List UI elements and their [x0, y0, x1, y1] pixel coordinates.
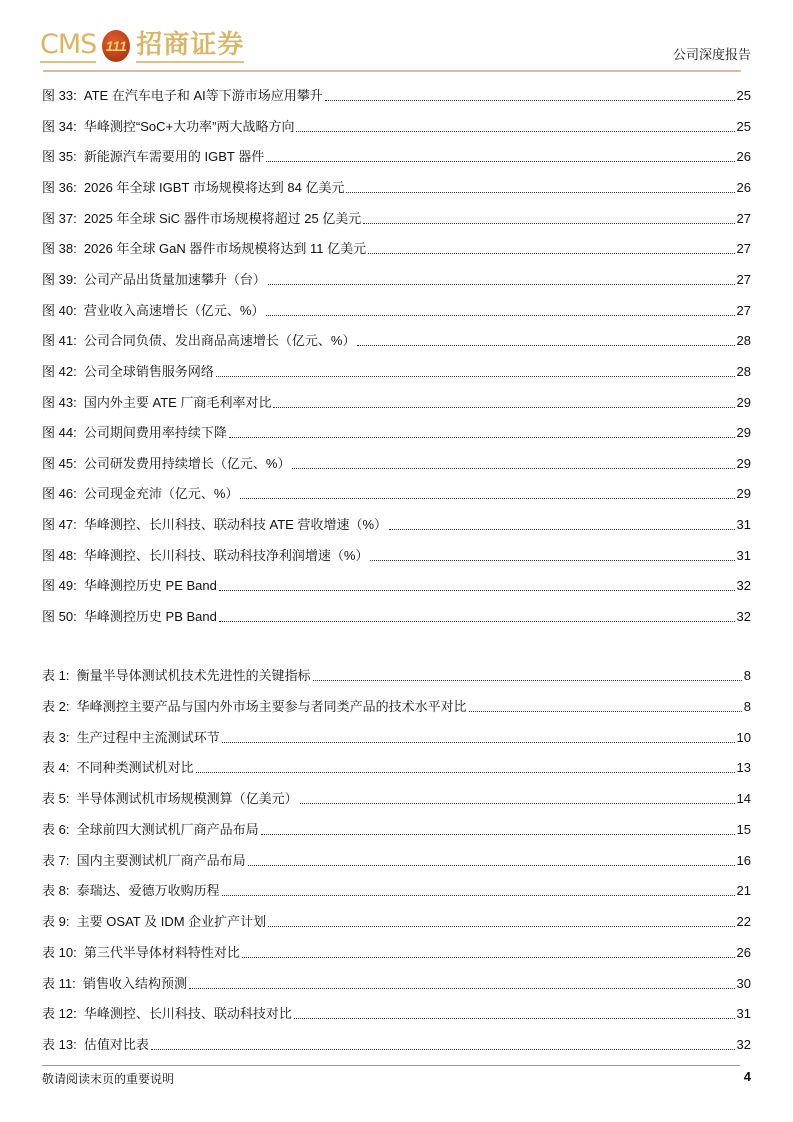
entry-label[interactable]: 表 7: 国内主要测试机厂商产品布局	[42, 852, 246, 868]
dot-leader	[346, 192, 734, 193]
figure-entry[interactable]	[42, 117, 751, 137]
entry-label[interactable]: 表 8: 泰瑞达、爱德万收购历程	[42, 883, 220, 899]
table-entry[interactable]	[42, 1035, 751, 1055]
footer-disclaimer: 敬请阅读末页的重要说明	[42, 1072, 175, 1086]
dot-leader	[219, 590, 735, 591]
dot-leader	[363, 223, 734, 224]
table-entry[interactable]	[42, 758, 751, 778]
entry-label[interactable]: 图 33: ATE 在汽车电子和 AI等下游市场应用攀升	[42, 88, 323, 103]
figure-entry[interactable]	[42, 515, 751, 535]
dot-leader	[222, 895, 735, 896]
dot-leader	[248, 865, 735, 866]
logo-cms-text: CMS	[40, 30, 96, 63]
entry-label[interactable]: 表 10: 第三代半导体材料特性对比	[42, 944, 240, 960]
entry-label[interactable]: 图 36: 2026 年全球 IGBT 市场规模将达到 84 亿美元	[42, 179, 345, 195]
table-entry[interactable]	[42, 881, 751, 901]
entry-label[interactable]: 图 50: 华峰测控历史 PB Band	[42, 609, 217, 625]
entry-label[interactable]: 图 38: 2026 年全球 GaN 器件市场规模将达到 11 亿美元	[42, 241, 367, 257]
figure-entry[interactable]	[42, 484, 751, 504]
dot-leader	[268, 926, 734, 927]
table-entry[interactable]	[42, 974, 751, 994]
table-entry[interactable]	[42, 728, 751, 748]
table-entry[interactable]	[42, 697, 751, 717]
dot-leader	[313, 680, 742, 681]
entry-label[interactable]: 表 4: 不同种类测试机对比	[42, 760, 194, 776]
figure-entry[interactable]	[42, 423, 751, 443]
entry-label[interactable]: 图 42: 公司全球销售服务网络	[42, 363, 214, 379]
entry-label[interactable]: 图 44: 公司期间费用率持续下降	[42, 425, 227, 441]
entry-page[interactable]: 25	[736, 118, 751, 134]
figure-entry[interactable]	[42, 607, 751, 627]
entry-label[interactable]: 表 2: 华峰测控主要产品与国内外市场主要参与者同类产品的技术水平对比	[42, 698, 467, 714]
dot-leader	[292, 468, 734, 469]
table-entry[interactable]	[42, 666, 751, 686]
dot-leader	[368, 253, 734, 254]
entry-page[interactable]: 27	[736, 271, 751, 287]
figure-entry[interactable]	[42, 239, 751, 259]
entry-page[interactable]: 32	[736, 578, 751, 594]
figure-entry[interactable]	[42, 178, 751, 198]
entry-page[interactable]: 29	[736, 486, 751, 502]
figure-entry[interactable]	[42, 301, 751, 321]
table-entry[interactable]	[42, 820, 751, 840]
dot-leader	[273, 407, 734, 408]
entry-page[interactable]: 8	[743, 698, 751, 714]
entry-page[interactable]: 15	[736, 821, 751, 837]
dot-leader	[189, 988, 735, 989]
entry-page[interactable]: 29	[736, 394, 751, 410]
entry-page[interactable]: 28	[736, 363, 751, 379]
figure-entry[interactable]	[42, 546, 751, 566]
entry-page[interactable]: 29	[736, 455, 751, 471]
dot-leader	[196, 772, 735, 773]
dot-leader	[389, 529, 735, 530]
dot-leader	[266, 161, 734, 162]
entry-page[interactable]: 13	[736, 760, 751, 776]
figure-entry[interactable]	[42, 393, 751, 413]
dot-leader	[325, 100, 735, 101]
entry-page[interactable]: 26	[736, 149, 751, 165]
entry-label[interactable]: 表 12: 华峰测控、长川科技、联动科技对比	[42, 1006, 292, 1022]
entry-page[interactable]: 27	[736, 210, 751, 226]
table-entry[interactable]	[42, 943, 751, 963]
entry-page[interactable]: 31	[736, 517, 751, 533]
figure-entry[interactable]	[42, 270, 751, 290]
entry-label[interactable]: 表 5: 半导体测试机市场规模测算（亿美元）	[42, 791, 298, 806]
header-divider	[43, 70, 741, 72]
dot-leader	[242, 957, 735, 958]
entry-page[interactable]: 21	[736, 883, 751, 899]
entry-label[interactable]: 图 41: 公司合同负债、发出商品高速增长（亿元、%）	[42, 333, 356, 349]
logo-chinese-text: 招商证券	[136, 30, 244, 63]
figure-entry[interactable]	[42, 86, 751, 106]
entry-page[interactable]: 10	[736, 729, 751, 745]
entry-page[interactable]: 26	[736, 179, 751, 195]
dot-leader	[222, 742, 735, 743]
entry-page[interactable]: 30	[736, 975, 751, 991]
entry-page[interactable]: 32	[736, 1037, 751, 1052]
table-entry[interactable]	[42, 789, 751, 809]
logo-emblem-icon: 111	[102, 30, 130, 62]
dot-leader	[370, 560, 734, 561]
entry-label[interactable]: 图 39: 公司产品出货量加速攀升（台）	[42, 271, 266, 287]
entry-label[interactable]: 图 49: 华峰测控历史 PE Band	[42, 578, 217, 594]
entry-label[interactable]: 表 13: 估值对比表	[42, 1037, 149, 1052]
page-number: 4	[743, 1069, 751, 1084]
figure-entry[interactable]	[42, 147, 751, 167]
entry-page[interactable]: 31	[736, 1006, 751, 1022]
entry-label[interactable]: 图 40: 营业收入高速增长（亿元、%）	[42, 302, 265, 318]
entry-page[interactable]: 28	[736, 333, 751, 349]
dot-leader	[300, 803, 735, 804]
dot-leader	[219, 621, 735, 622]
dot-leader	[216, 376, 735, 377]
entry-label[interactable]: 表 6: 全球前四大测试机厂商产品布局	[42, 821, 259, 837]
dot-leader	[261, 834, 735, 835]
dot-leader	[151, 1049, 735, 1050]
entry-page[interactable]: 32	[736, 609, 751, 625]
entry-page[interactable]: 14	[736, 791, 751, 806]
figure-entry[interactable]	[42, 209, 751, 229]
figure-entry[interactable]	[42, 454, 751, 474]
dot-leader	[469, 711, 742, 712]
entry-page[interactable]: 27	[736, 302, 751, 318]
entry-label[interactable]: 表 11: 销售收入结构预测	[42, 975, 187, 991]
entry-label[interactable]: 图 45: 公司研发费用持续增长（亿元、%）	[42, 455, 291, 471]
entry-page[interactable]: 27	[736, 241, 751, 257]
table-entry[interactable]	[42, 1004, 751, 1024]
entry-page[interactable]: 25	[736, 88, 751, 103]
entry-label[interactable]: 表 1: 衡量半导体测试机技术先进性的关键指标	[42, 668, 311, 683]
dot-leader	[229, 437, 735, 438]
company-logo	[40, 28, 244, 64]
entry-page[interactable]: 29	[736, 425, 751, 441]
entry-label[interactable]: 图 43: 国内外主要 ATE 厂商毛利率对比	[42, 394, 272, 410]
figure-entry[interactable]	[42, 576, 751, 596]
entry-label[interactable]: 图 37: 2025 年全球 SiC 器件市场规模将超过 25 亿美元	[42, 210, 362, 226]
entry-page[interactable]: 22	[736, 914, 751, 929]
dot-leader	[294, 1018, 735, 1019]
figure-entry[interactable]	[42, 362, 751, 382]
dot-leader	[240, 498, 734, 499]
entry-page[interactable]: 26	[736, 944, 751, 960]
table-entry[interactable]	[42, 912, 751, 932]
entry-label[interactable]: 图 48: 华峰测控、长川科技、联动科技净利润增速（%）	[42, 547, 369, 563]
dot-leader	[357, 345, 734, 346]
entry-label[interactable]: 表 3: 生产过程中主流测试环节	[42, 729, 220, 745]
dot-leader	[268, 284, 735, 285]
dot-leader	[266, 315, 734, 316]
entry-page[interactable]: 31	[736, 547, 751, 563]
figure-entry[interactable]	[42, 331, 751, 351]
entry-label[interactable]: 图 34: 华峰测控“SoC+大功率”两大战略方向	[42, 118, 295, 134]
entry-label[interactable]: 图 46: 公司现金充沛（亿元、%）	[42, 486, 239, 502]
document-type: 公司深度报告	[672, 48, 751, 63]
dot-leader	[296, 131, 734, 132]
entry-label[interactable]: 图 47: 华峰测控、长川科技、联动科技 ATE 营收增速（%）	[42, 517, 388, 533]
entry-page[interactable]: 8	[743, 668, 751, 683]
footer-divider	[42, 1065, 740, 1066]
entry-page[interactable]: 16	[736, 852, 751, 868]
entry-label[interactable]: 图 35: 新能源汽车需要用的 IGBT 器件	[42, 149, 265, 165]
entry-label[interactable]: 表 9: 主要 OSAT 及 IDM 企业扩产计划	[42, 914, 267, 929]
table-entry[interactable]	[42, 851, 751, 871]
